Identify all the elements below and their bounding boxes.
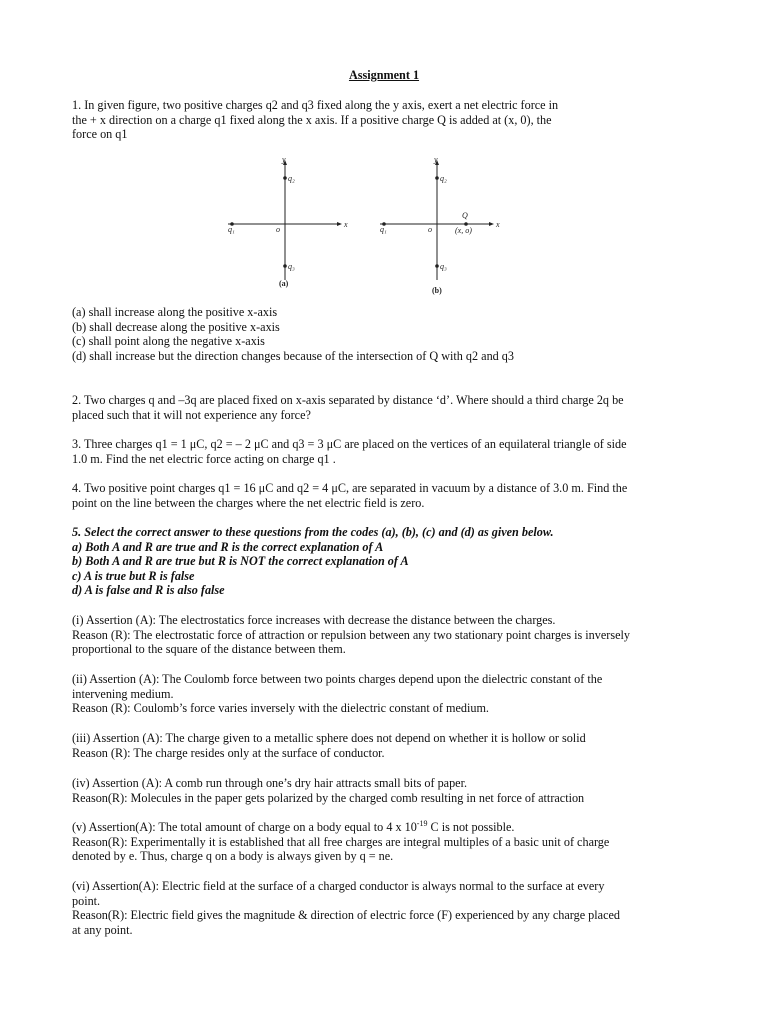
charges-figure bbox=[220, 150, 520, 300]
Q-label: Q bbox=[462, 211, 468, 220]
code-d: d) A is false and R is also false bbox=[72, 583, 225, 598]
assertion-reason-2 bbox=[72, 672, 704, 716]
q1-label: q₁ bbox=[228, 225, 235, 234]
q2-label: q₂ bbox=[288, 174, 295, 183]
axis-x-label: x bbox=[344, 220, 348, 229]
origin-label: o bbox=[276, 225, 280, 234]
text-line: Reason(R): Electric field gives the magnitude & direction of electric force (F) experienced by any charge placed bbox=[72, 908, 620, 923]
text-line: Reason(R): Experimentally it is established that all free charges are integral multiples of a basic unit of charge bbox=[72, 834, 610, 849]
axis-y-label: y bbox=[434, 155, 438, 164]
option-c: (c) shall point along the negative x-axis bbox=[72, 334, 265, 349]
option-b: (b) shall decrease along the positive x-axis bbox=[72, 319, 280, 334]
assertion-reason-1 bbox=[72, 613, 704, 657]
question-5-instruction: 5. Select the correct answer to these questions from the codes (a), (b), (c) and (d) as given below. bbox=[72, 525, 554, 539]
charge-q3-dot bbox=[283, 264, 287, 268]
text-line: Reason (R): Coulomb’s force varies inversely with the dielectric constant of medium. bbox=[72, 701, 489, 716]
text-line: Reason(R): Molecules in the paper gets polarized by the charged comb resulting in net force of attraction bbox=[72, 790, 585, 805]
code-c: c) A is true but R is false bbox=[72, 568, 195, 583]
text-line: proportional to the square of the distance between them. bbox=[72, 642, 346, 657]
text-segment: (v) Assertion(A): The total amount of charge on a body equal to 4 x 10 bbox=[72, 820, 417, 834]
text-line: Reason (R): The charge resides only at the surface of conductor. bbox=[72, 745, 385, 760]
axis-y-label: y bbox=[282, 155, 286, 164]
text-line: the + x direction on a charge q1 fixed along the x axis. If a positive charge Q is added at (x, 0), the bbox=[72, 112, 552, 127]
question-2 bbox=[72, 393, 704, 422]
text-line: (iii) Assertion (A): The charge given to a metallic sphere does not depend on whether it is hollow or solid bbox=[72, 731, 586, 745]
axis-x-label: x bbox=[496, 220, 500, 229]
option-a: (a) shall increase along the positive x-axis bbox=[72, 305, 278, 319]
q1-label: q₁ bbox=[380, 225, 387, 234]
text-line bbox=[72, 820, 704, 835]
text-line: at any point. bbox=[72, 922, 133, 937]
exponent: -19 bbox=[416, 818, 428, 828]
text-line: 4. Two positive point charges q1 = 16 μC and q2 = 4 μC, are separated in vacuum by a distance of 3.0 m. Find the bbox=[72, 481, 628, 495]
assertion-reason-4 bbox=[72, 776, 704, 805]
figure-b bbox=[380, 155, 500, 295]
question-5 bbox=[72, 525, 704, 598]
text-line: 1.0 m. Find the net electric force acting on charge q1 . bbox=[72, 451, 336, 466]
question-1 bbox=[72, 98, 704, 142]
q3-label: q₃ bbox=[440, 262, 447, 271]
option-d: (d) shall increase but the direction changes because of the intersection of Q with q2 and q3 bbox=[72, 348, 514, 363]
q2-label: q₂ bbox=[440, 174, 447, 183]
text-line: (i) Assertion (A): The electrostatics force increases with decrease the distance between the charges. bbox=[72, 613, 556, 627]
charge-q2-dot bbox=[283, 176, 287, 180]
assertion-reason-6 bbox=[72, 879, 704, 937]
assertion-reason-5 bbox=[72, 820, 704, 864]
page-title: Assignment 1 bbox=[348, 68, 420, 82]
origin-label: o bbox=[428, 225, 432, 234]
assertion-reason-3 bbox=[72, 731, 704, 760]
text-line: (iv) Assertion (A): A comb run through one’s dry hair attracts small bits of paper. bbox=[72, 776, 468, 790]
question-4 bbox=[72, 481, 704, 510]
text-line: point on the line between the charges where the net electric field is zero. bbox=[72, 495, 425, 510]
figure-a-caption: (a) bbox=[279, 279, 289, 288]
text-segment: C is not possible. bbox=[427, 820, 515, 834]
code-a: a) Both A and R are true and R is the correct explanation of A bbox=[72, 539, 384, 554]
charge-q2-dot bbox=[435, 176, 439, 180]
text-line: intervening medium. bbox=[72, 686, 174, 701]
text-line: 2. Two charges q and –3q are placed fixed on x-axis separated by distance ‘d’. Where should a third charge 2q be bbox=[72, 393, 624, 407]
text-line: Reason (R): The electrostatic force of attraction or repulsion between any two stationary point charges is inversely bbox=[72, 627, 630, 642]
figure-a bbox=[228, 155, 348, 288]
text-line: 3. Three charges q1 = 1 μC, q2 = – 2 μC and q3 = 3 μC are placed on the vertices of an equilateral triangle of side bbox=[72, 437, 627, 451]
Q-coordinate-label: (x, o) bbox=[455, 226, 472, 235]
text-line: (ii) Assertion (A): The Coulomb force between two points charges depend upon the dielectric constant of the bbox=[72, 672, 603, 686]
figure-b-caption: (b) bbox=[432, 286, 442, 295]
text-line: 1. In given figure, two positive charges q2 and q3 fixed along the y axis, exert a net electric force in bbox=[72, 98, 559, 112]
charge-q3-dot bbox=[435, 264, 439, 268]
text-line: force on q1 bbox=[72, 127, 128, 142]
question-3 bbox=[72, 437, 704, 466]
text-line: (vi) Assertion(A): Electric field at the surface of a charged conductor is always normal to the surface at every bbox=[72, 879, 605, 893]
q3-label: q₃ bbox=[288, 262, 295, 271]
text-line: point. bbox=[72, 893, 101, 908]
question-1-options bbox=[72, 305, 704, 363]
text-line: denoted by e. Thus, charge q on a body is always given by q = ne. bbox=[72, 849, 394, 864]
code-b: b) Both A and R are true but R is NOT the correct explanation of A bbox=[72, 554, 409, 569]
text-line: placed such that it will not experience any force? bbox=[72, 407, 311, 422]
